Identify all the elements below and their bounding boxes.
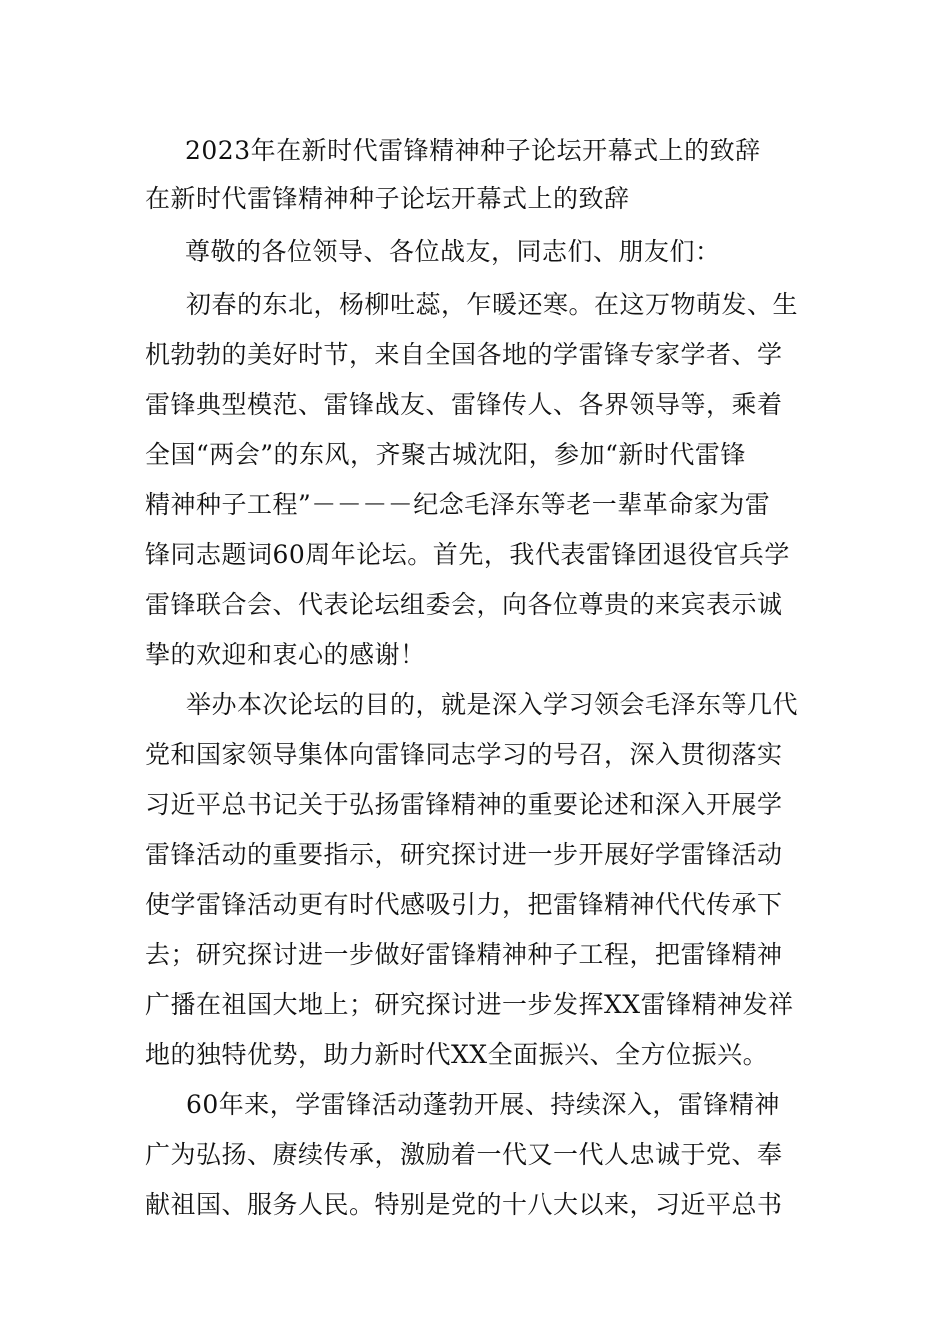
paragraph-line: 习近平总书记关于弘扬雷锋精神的重要论述和深入开展学 [145, 790, 783, 819]
salutation: 尊敬的各位领导、各位战友，同志们、朋友们： [185, 237, 721, 266]
paragraph-line: 雷锋活动的重要指示，研究探讨进一步开展好学雷锋活动 [145, 840, 783, 869]
paragraph-line: 举办本次论坛的目的，就是深入学习领会毛泽东等几代 [186, 690, 799, 719]
paragraph-line: 60年来，学雷锋活动蓬勃开展、持续深入，雷锋精神 [186, 1090, 780, 1119]
paragraph-line: 去；研究探讨进一步做好雷锋精神种子工程，把雷锋精神 [145, 940, 783, 969]
paragraph-line: 党和国家领导集体向雷锋同志学习的号召，深入贯彻落实 [145, 740, 783, 769]
paragraph-line: 精神种子工程”－－－－纪念毛泽东等老一辈革命家为雷 [145, 490, 771, 519]
paragraph-line: 广为弘扬、赓续传承，激励着一代又一代人忠诚于党、奉 [145, 1140, 783, 1169]
document-body [145, 128, 810, 1230]
paragraph-line: 初春的东北，杨柳吐蕊，乍暖还寒。在这万物萌发、生 [186, 290, 799, 319]
paragraph-line: 机勃勃的美好时节，来自全国各地的学雷锋专家学者、学 [145, 340, 783, 369]
paragraph-line: 挚的欢迎和衷心的感谢！ [145, 640, 426, 669]
paragraph-line: 全国“两会”的东风，齐聚古城沈阳，参加“新时代雷锋 [145, 440, 746, 469]
document-title: 2023年在新时代雷锋精神种子论坛开幕式上的致辞 [185, 136, 761, 165]
paragraph-line: 雷锋联合会、代表论坛组委会，向各位尊贵的来宾表示诚 [145, 590, 783, 619]
document-subtitle: 在新时代雷锋精神种子论坛开幕式上的致辞 [145, 184, 630, 213]
paragraph-line: 地的独特优势，助力新时代XX全面振兴、全方位振兴。 [145, 1040, 769, 1069]
paragraph-line: 使学雷锋活动更有时代感吸引力，把雷锋精神代代传承下 [145, 890, 783, 919]
paragraph-3 [145, 1080, 810, 1230]
paragraph-1 [145, 280, 810, 680]
paragraph-line: 广播在祖国大地上；研究探讨进一步发挥XX雷锋精神发祥 [145, 990, 794, 1019]
paragraph-line: 献祖国、服务人民。特别是党的十八大以来，习近平总书 [145, 1190, 783, 1219]
paragraph-2 [145, 680, 810, 1080]
paragraph-line: 锋同志题词60周年论坛。首先，我代表雷锋团退役官兵学 [145, 540, 790, 569]
paragraph-line: 雷锋典型模范、雷锋战友、雷锋传人、各界领导等，乘着 [145, 390, 783, 419]
